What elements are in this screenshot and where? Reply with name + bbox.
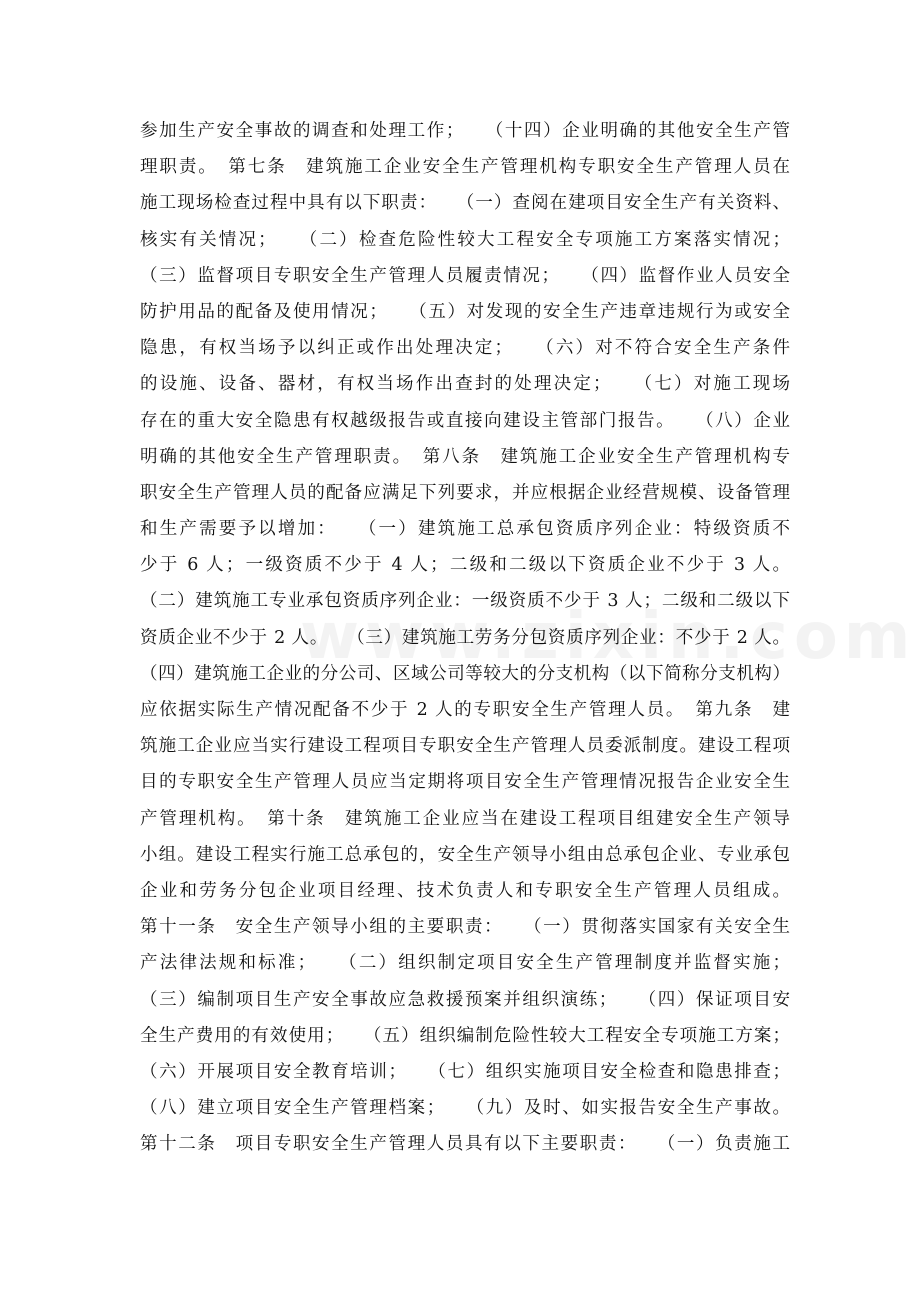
text-line: 职安全生产管理人员的配备应满足下列要求，并应根据企业经营规模、设备管理: [140, 482, 790, 503]
text-line: 的设施、设备、器材，有权当场作出查封的处理决定； （七）对施工现场: [140, 374, 790, 395]
text-line: 第十二条 项目专职安全生产管理人员具有以下主要职责： （一）负责施工: [140, 1134, 790, 1155]
text-line: （八）建立项目安全生产管理档案； （九）及时、如实报告安全生产事故。: [140, 1098, 790, 1119]
text-line: 存在的重大安全隐患有权越级报告或直接向建设主管部门报告。 （八）企业: [140, 410, 790, 431]
text-line: 目的专职安全生产管理人员应当定期将项目安全生产管理情况报告企业安全生: [140, 772, 790, 793]
text-line: 全生产费用的有效使用； （五）组织编制危险性较大工程安全专项施工方案；: [140, 1025, 790, 1046]
text-line: 小组。建设工程实行施工总承包的，安全生产领导小组由总承包企业、专业承包: [140, 844, 790, 865]
text-line: 防护用品的配备及使用情况； （五）对发现的安全生产违章违规行为或安全: [140, 301, 790, 322]
text-line: （六）开展项目安全教育培训； （七）组织实施项目安全检查和隐患排查；: [140, 1061, 790, 1082]
text-line: 应依据实际生产情况配备不少于 2 人的专职安全生产管理人员。 第九条 建: [140, 700, 790, 720]
text-line: 产管理机构。 第十条 建筑施工企业应当在建设工程项目组建安全生产领导: [140, 808, 790, 829]
text-line: （二）建筑施工专业承包资质序列企业：一级资质不少于 3 人；二级和二级以下: [140, 591, 790, 612]
document-body: [140, 113, 790, 1162]
text-line: 第十一条 安全生产领导小组的主要职责： （一）贯彻落实国家有关安全生: [140, 917, 790, 938]
text-line: （四）建筑施工企业的分公司、区域公司等较大的分支机构（以下简称分支机构）: [140, 663, 790, 684]
text-line: 企业和劳务分包企业项目经理、技术负责人和专职安全生产管理人员组成。: [140, 880, 790, 901]
text-line: 资质企业不少于 2 人。 （三）建筑施工劳务分包资质序列企业：不少于 2 人。: [140, 627, 790, 648]
text-line: 少于 6 人；一级资质不少于 4 人；二级和二级以下资质企业不少于 3 人。: [140, 555, 790, 576]
text-line: 筑施工企业应当实行建设工程项目专职安全生产管理人员委派制度。建设工程项: [140, 736, 790, 757]
text-line: 明确的其他安全生产管理职责。 第八条 建筑施工企业安全生产管理机构专: [140, 446, 790, 467]
text-line: 和生产需要予以增加： （一）建筑施工总承包资质序列企业：特级资质不: [140, 519, 790, 540]
text-line: （三）监督项目专职安全生产管理人员履责情况； （四）监督作业人员安全: [140, 265, 790, 286]
text-line: （三）编制项目生产安全事故应急救援预案并组织演练； （四）保证项目安: [140, 989, 790, 1010]
text-line: 产法律法规和标准； （二）组织制定项目安全生产管理制度并监督实施；: [140, 953, 790, 974]
text-line: 参加生产安全事故的调查和处理工作； （十四）企业明确的其他安全生产管: [140, 121, 790, 141]
text-line: 施工现场检查过程中具有以下职责： （一）查阅在建项目安全生产有关资料、: [140, 193, 790, 214]
text-line: 隐患，有权当场予以纠正或作出处理决定； （六）对不符合安全生产条件: [140, 338, 790, 359]
text-line: 理职责。 第七条 建筑施工企业安全生产管理机构专职安全生产管理人员在: [140, 157, 790, 178]
text-line: 核实有关情况； （二）检查危险性较大工程安全专项施工方案落实情况；: [140, 229, 790, 250]
